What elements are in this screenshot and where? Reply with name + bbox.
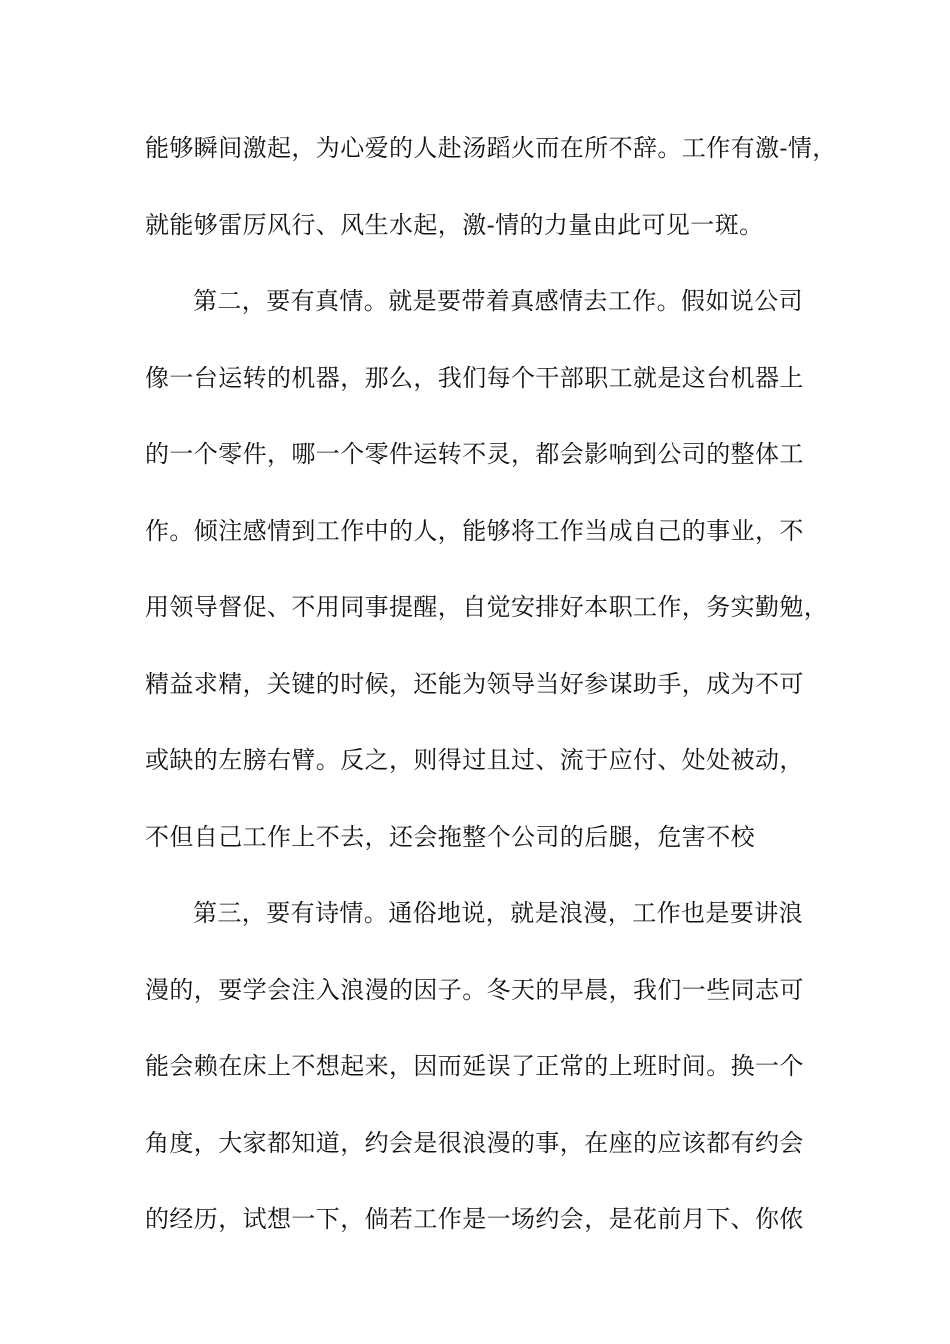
text-line: 角度，大家都知道，约会是很浪漫的事，在座的应该都有约会 xyxy=(145,1129,804,1157)
text-line: 作。倾注感情到工作中的人，能够将工作当成自己的事业，不 xyxy=(145,517,804,545)
text-line: 精益求精，关键的时候，还能为领导当好参谋助手，成为不可 xyxy=(145,670,804,698)
text-line: 用领导督促、不用同事提醒，自觉安排好本职工作，务实勤勉， xyxy=(145,593,829,621)
text-line: 的一个零件，哪一个零件运转不灵，都会影响到公司的整体工 xyxy=(145,440,804,468)
text-line: 就能够雷厉风行、风生水起，激-情的力量由此可见一斑。 xyxy=(145,211,764,239)
paragraph-start-line: 第三，要有诗情。通俗地说，就是浪漫，工作也是要讲浪 xyxy=(193,899,803,927)
text-line: 的经历，试想一下，倘若工作是一场约会，是花前月下、你侬 xyxy=(145,1205,804,1233)
text-line: 漫的，要学会注入浪漫的因子。冬天的早晨，我们一些同志可 xyxy=(145,976,804,1004)
text-line: 能够瞬间激起，为心爱的人赴汤蹈火而在所不辞。工作有激-情， xyxy=(145,134,837,162)
text-line: 或缺的左膀右臂。反之，则得过且过、流于应付、处处被动， xyxy=(145,746,804,774)
text-line: 能会赖在床上不想起来，因而延误了正常的上班时间。换一个 xyxy=(145,1052,804,1080)
text-line: 不但自己工作上不去，还会拖整个公司的后腿，危害不校 xyxy=(145,823,755,851)
paragraph-start-line: 第二，要有真情。就是要带着真感情去工作。假如说公司 xyxy=(193,287,803,315)
text-line: 像一台运转的机器，那么，我们每个干部职工就是这台机器上 xyxy=(145,364,804,392)
